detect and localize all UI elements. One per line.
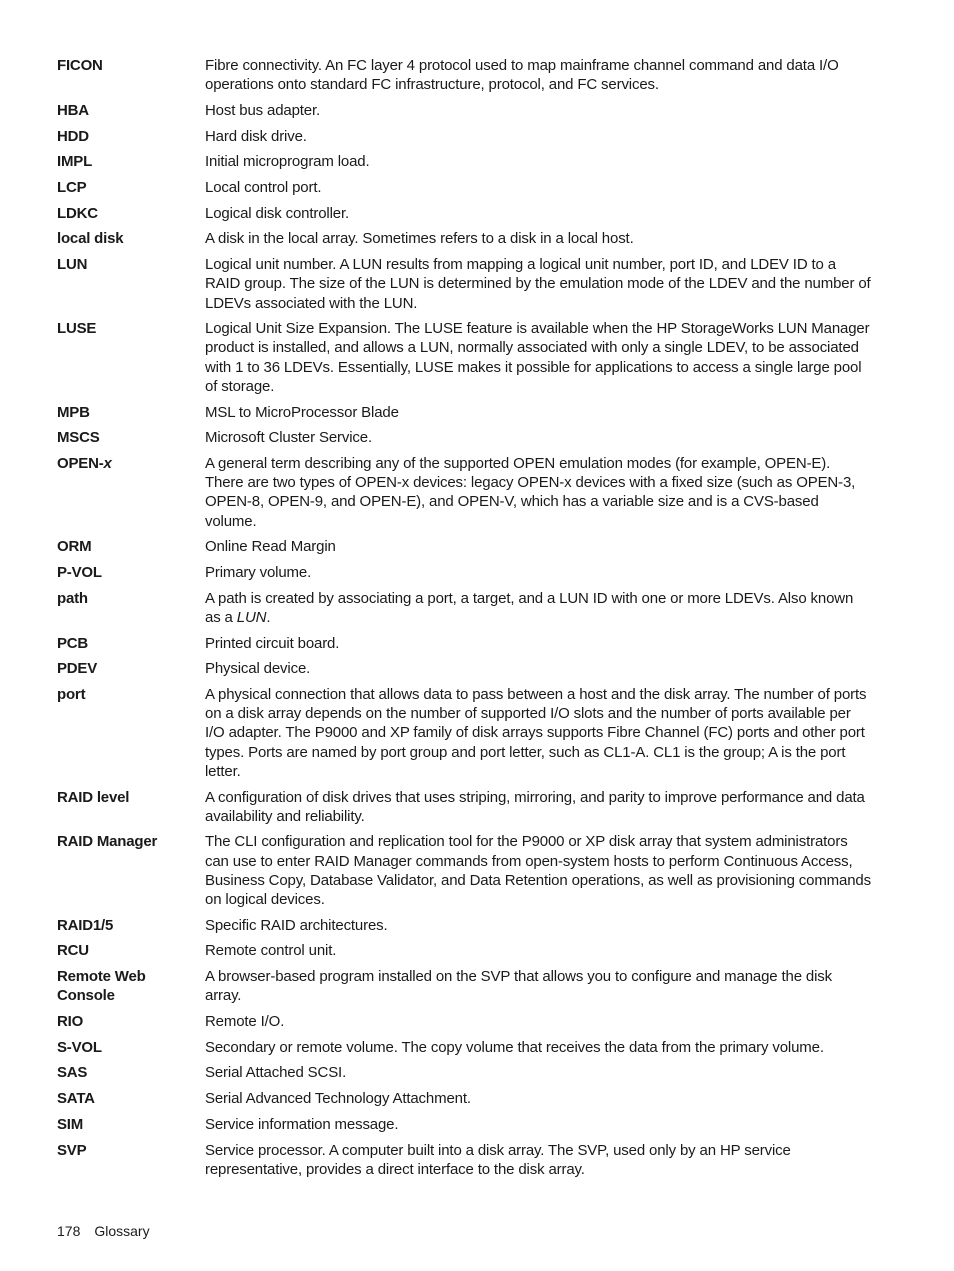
glossary-entry — [57, 634, 872, 653]
glossary-entry — [57, 403, 872, 422]
glossary-term: path — [57, 589, 88, 607]
glossary-definition: A physical connection that allows data to pass between a host and the disk array. The number of ports on a disk array depends on the number of supported I/O slots and the number of ports available per I/O adapter. The P9000 and XP family of disk arrays supports Fibre Channel (FC) ports and other port types. Ports are named by port group and port letter, such as CL1-A. CL1 is the group; A is the port letter. — [205, 685, 867, 780]
glossary-definition: Serial Advanced Technology Attachment. — [205, 1090, 471, 1108]
glossary-definition: Local control port. — [205, 179, 322, 197]
glossary-entry — [57, 537, 872, 556]
glossary-definition: Fibre connectivity. An FC layer 4 protocol used to map mainframe channel command and data I/O operations onto standard FC infrastructure, protocol, and FC services. — [205, 57, 839, 94]
glossary-definition: Remote I/O. — [205, 1013, 285, 1031]
glossary-term: P-VOL — [57, 563, 102, 581]
glossary-term-text: OPEN- — [57, 454, 104, 472]
glossary-definition: Initial microprogram load. — [205, 153, 370, 171]
glossary-term: RAID Manager — [57, 833, 158, 851]
glossary-definition-end: . — [266, 608, 271, 626]
glossary-term: SIM — [57, 1115, 84, 1133]
glossary-definition: Physical device. — [205, 660, 311, 678]
glossary-term: IMPL — [57, 153, 93, 171]
glossary-definition: Secondary or remote volume. The copy volume that receives the data from the primary volume. — [205, 1038, 824, 1056]
glossary-entry — [57, 1063, 872, 1082]
glossary-entry — [57, 916, 872, 935]
glossary-term — [57, 454, 205, 531]
glossary-list — [57, 56, 872, 1185]
glossary-term: SATA — [57, 1090, 95, 1108]
glossary-definition-text: A path is created by associating a port, a target, and a LUN ID with one or more LDEVs. Also known as a — [205, 589, 854, 626]
glossary-entry — [57, 101, 872, 120]
glossary-entry — [57, 454, 872, 531]
glossary-term: LDKC — [57, 204, 98, 222]
glossary-entry — [57, 659, 872, 678]
glossary-definition: MSL to MicroProcessor Blade — [205, 403, 399, 421]
glossary-definition: Printed circuit board. — [205, 634, 340, 652]
page-number: 178 — [57, 1223, 81, 1239]
glossary-entry — [57, 319, 872, 396]
glossary-term: FICON — [57, 57, 103, 74]
glossary-entry — [57, 832, 872, 909]
glossary-entry — [57, 685, 872, 781]
glossary-entry — [57, 204, 872, 223]
glossary-term: PCB — [57, 634, 89, 652]
glossary-entry — [57, 56, 872, 94]
glossary-entry — [57, 1115, 872, 1134]
glossary-entry — [57, 152, 872, 171]
glossary-term: RAID1/5 — [57, 916, 114, 934]
glossary-definition: Service information message. — [205, 1115, 399, 1133]
glossary-term-italic: x — [103, 454, 112, 472]
glossary-entry — [57, 428, 872, 447]
glossary-entry — [57, 178, 872, 197]
glossary-definition: A general term describing any of the supported OPEN emulation modes (for example, OPEN-E). There are two types of OPEN-x devices: legacy OPEN-x devices with a fixed size (such as OPEN-3, OPEN-8, OPEN-9, and OPEN-E), and OPEN-V, which has a variable size and is a CVS-based volume. — [205, 454, 856, 530]
footer-section-title: Glossary — [94, 1223, 150, 1239]
glossary-entry — [57, 1012, 872, 1031]
glossary-term: LCP — [57, 179, 87, 197]
glossary-term: HDD — [57, 127, 89, 145]
glossary-term: Remote Web Console — [57, 968, 146, 1005]
glossary-entry — [57, 1089, 872, 1108]
glossary-term: LUSE — [57, 320, 97, 338]
glossary-term: RCU — [57, 942, 89, 960]
glossary-term: PDEV — [57, 660, 98, 678]
glossary-entry — [57, 589, 872, 627]
glossary-entry — [57, 563, 872, 582]
glossary-term: MSCS — [57, 429, 100, 447]
glossary-term: RAID level — [57, 788, 130, 806]
glossary-entry — [57, 941, 872, 960]
glossary-definition: Logical unit number. A LUN results from mapping a logical unit number, port ID, and LDEV ID to a RAID group. The size of the LUN is determined by the emulation mode of the LDEV and the number of LDEVs associated with the LUN. — [205, 256, 871, 312]
glossary-term: LUN — [57, 256, 88, 274]
glossary-term: RIO — [57, 1013, 84, 1031]
glossary-term: ORM — [57, 538, 92, 556]
glossary-entry — [57, 788, 872, 826]
glossary-term: SVP — [57, 1141, 87, 1159]
glossary-definition: Remote control unit. — [205, 942, 337, 960]
glossary-definition: Logical Unit Size Expansion. The LUSE feature is available when the HP StorageWorks LUN Manager product is installed, and allows a LUN, normally associated with only a single LDEV, to be associated with 1 to 36 LDEVs. Essentially, LUSE makes it possible for applications to access a single large pool of storage. — [205, 320, 870, 395]
glossary-entry — [57, 229, 872, 248]
glossary-definition: Host bus adapter. — [205, 101, 321, 119]
glossary-term: SAS — [57, 1064, 88, 1082]
glossary-term: local disk — [57, 230, 124, 248]
cross-reference-lun: LUN — [236, 608, 267, 626]
glossary-definition: A disk in the local array. Sometimes refers to a disk in a local host. — [205, 230, 634, 248]
page-footer — [57, 1222, 150, 1241]
glossary-definition: Service processor. A computer built into a disk array. The SVP, used only by an HP service representative, provides a direct interface to the disk array. — [205, 1141, 791, 1178]
glossary-entry — [57, 1038, 872, 1057]
glossary-definition: Serial Attached SCSI. — [205, 1064, 347, 1082]
glossary-definition: A browser-based program installed on the SVP that allows you to configure and manage the disk array. — [205, 968, 832, 1005]
glossary-term: MPB — [57, 403, 90, 421]
glossary-entry — [57, 127, 872, 146]
glossary-definition — [205, 589, 872, 627]
glossary-entry — [57, 255, 872, 313]
glossary-definition: Primary volume. — [205, 563, 312, 581]
glossary-entry — [57, 1141, 872, 1179]
glossary-definition: Specific RAID architectures. — [205, 916, 388, 934]
glossary-definition: A configuration of disk drives that uses striping, mirroring, and parity to improve performance and data availability and reliability. — [205, 788, 865, 825]
glossary-definition: Online Read Margin — [205, 538, 336, 556]
glossary-term: port — [57, 685, 86, 703]
glossary-term: S-VOL — [57, 1038, 102, 1056]
glossary-entry — [57, 967, 872, 1005]
glossary-definition: Microsoft Cluster Service. — [205, 429, 372, 447]
glossary-definition: Hard disk drive. — [205, 127, 307, 145]
glossary-definition: Logical disk controller. — [205, 204, 349, 222]
glossary-term: HBA — [57, 101, 89, 119]
glossary-definition: The CLI configuration and replication tool for the P9000 or XP disk array that system administrators can use to enter RAID Manager commands from open-system hosts to perform Continuous Access, Business Copy, Database Validator, and Data Retention operations, as well as provisioning commands on logical devices. — [205, 833, 871, 909]
